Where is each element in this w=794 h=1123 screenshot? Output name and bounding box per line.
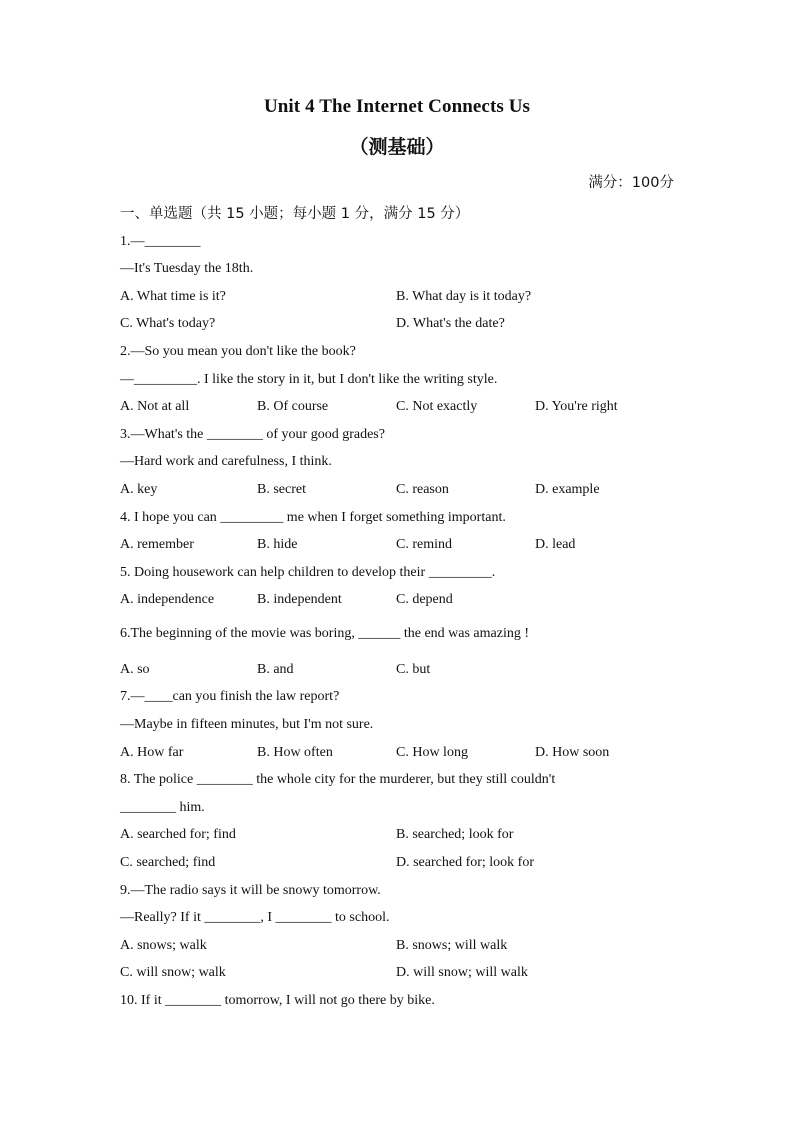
question-9-option-d: D. will snow; will walk xyxy=(396,965,528,980)
page-subtitle: （测基础） xyxy=(349,136,445,158)
question-2-answer-line: —_________. I like the story in it, but I don't like the writing style. xyxy=(120,372,498,387)
question-6-option-c: C. but xyxy=(396,662,431,677)
question-3-option-b: B. secret xyxy=(257,482,306,497)
question-4-option-b: B. hide xyxy=(257,537,298,552)
question-8-option-a: A. searched for; find xyxy=(120,827,236,842)
section-heading: 一、单选题（共 15 小题；每小题 1 分，满分 15 分） xyxy=(120,206,470,222)
question-7-option-c: C. How long xyxy=(396,745,468,760)
question-8-option-c: C. searched; find xyxy=(120,855,216,870)
question-8-option-d: D. searched for; look for xyxy=(396,855,535,870)
question-10-stem: 10. If it ________ tomorrow, I will not go there by bike. xyxy=(120,993,435,1008)
question-7-answer-line: —Maybe in fifteen minutes, but I'm not sure. xyxy=(120,717,374,732)
question-7-option-d: D. How soon xyxy=(535,745,610,760)
question-3-option-c: C. reason xyxy=(396,482,449,497)
question-9-answer-line: —Really? If it ________, I ________ to school. xyxy=(120,910,390,925)
question-2-option-c: C. Not exactly xyxy=(396,399,478,414)
question-5-stem: 5. Doing housework can help children to develop their _________. xyxy=(120,565,496,580)
question-1-option-c: C. What's today? xyxy=(120,316,216,331)
question-5-option-a: A. independence xyxy=(120,592,215,607)
question-3-answer-line: —Hard work and carefulness, I think. xyxy=(120,454,332,469)
question-6-option-b: B. and xyxy=(257,662,294,677)
page-title: Unit 4 The Internet Connects Us xyxy=(263,96,531,117)
question-7-stem: 7.—____can you finish the law report? xyxy=(120,689,340,704)
question-9-option-c: C. will snow; walk xyxy=(120,965,226,980)
question-6-option-a: A. so xyxy=(120,662,150,677)
question-8-stem: 8. The police ________ the whole city for the murderer, but they still couldn't xyxy=(120,772,556,787)
question-3-option-d: D. example xyxy=(535,482,600,497)
full-score: 满分：100分 xyxy=(588,175,674,191)
question-9-stem: 9.—The radio says it will be snowy tomorrow. xyxy=(120,883,381,898)
question-4-option-c: C. remind xyxy=(396,537,452,552)
question-2-option-b: B. Of course xyxy=(257,399,329,414)
question-9-option-b: B. snows; will walk xyxy=(396,938,508,953)
question-4-option-d: D. lead xyxy=(535,537,576,552)
question-4-stem: 4. I hope you can _________ me when I forget something important. xyxy=(120,510,506,525)
question-2-stem: 2.—So you mean you don't like the book? xyxy=(120,344,356,359)
question-2-option-a: A. Not at all xyxy=(120,399,190,414)
question-4-option-a: A. remember xyxy=(120,537,194,552)
question-1-option-a: A. What time is it? xyxy=(120,289,226,304)
question-5-option-c: C. depend xyxy=(396,592,453,607)
question-3-stem: 3.—What's the ________ of your good grades? xyxy=(120,427,385,442)
question-1-option-d: D. What's the date? xyxy=(396,316,505,331)
question-1-answer-line: —It's Tuesday the 18th. xyxy=(120,261,254,276)
question-5-option-b: B. independent xyxy=(257,592,342,607)
question-7-option-b: B. How often xyxy=(257,745,333,760)
question-1-stem: 1.—________ xyxy=(120,234,201,249)
question-1-option-b: B. What day is it today? xyxy=(396,289,532,304)
question-8-stem-continued: ________ him. xyxy=(120,800,205,815)
question-8-option-b: B. searched; look for xyxy=(396,827,514,842)
question-6-stem: 6.The beginning of the movie was boring, ______ the end was amazing ! xyxy=(120,626,530,641)
question-2-option-d: D. You're right xyxy=(535,399,618,414)
question-7-option-a: A. How far xyxy=(120,745,184,760)
question-3-option-a: A. key xyxy=(120,482,158,497)
question-9-option-a: A. snows; walk xyxy=(120,938,207,953)
